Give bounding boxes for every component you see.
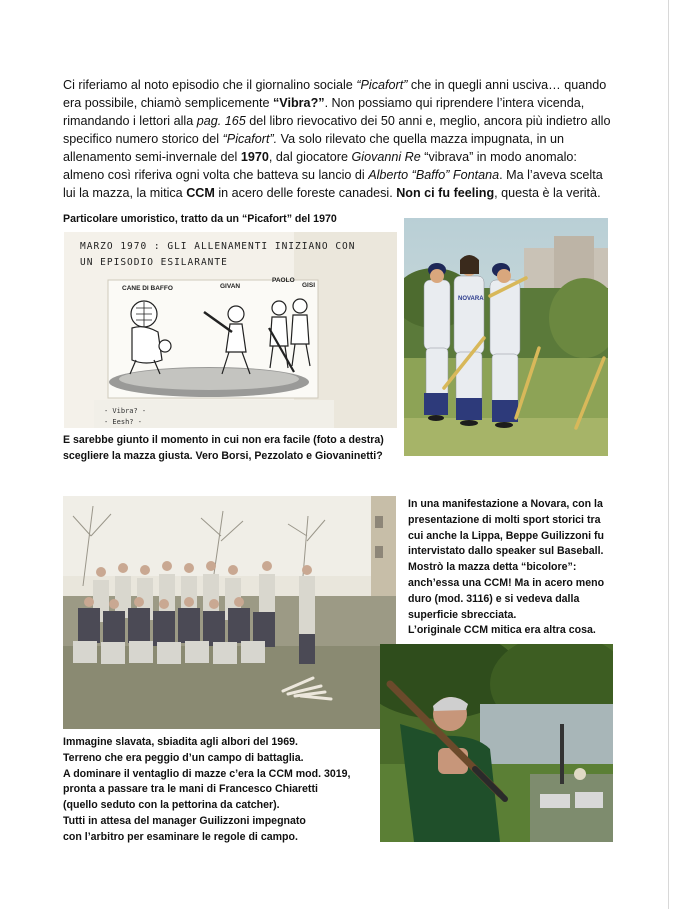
novara-caption-line: duro (mod. 3116) e si vedeva dalla <box>408 592 580 605</box>
intro-text: . Non possiamo qui riprendere l’intera vicenda, rimandando i lettori alla <box>63 96 585 128</box>
intro-emphasis: pag. 165 <box>196 114 246 128</box>
intro-text: del libro rievocativo dei 50 anni e, meglio, ancora più indietro allo specifico numero storico del <box>63 114 611 146</box>
team-caption-line: (quello seduto con la pettorina da catcher). <box>63 799 280 812</box>
intro-text: , questa è la verità. <box>494 186 601 200</box>
intro-text: , dal giocatore <box>268 150 352 164</box>
cartoon-name-2: GIVAN <box>220 283 241 290</box>
novara-caption-line: presentazione di molti sport storici tra <box>408 513 601 526</box>
intro-bold: CCM <box>186 186 215 200</box>
cartoon-name-3: PAOLO <box>272 277 295 284</box>
players-caption <box>63 433 403 465</box>
team-caption-line: A dominare il ventaglio di mazze c’era la CCM mod. 3019, <box>63 767 351 780</box>
intro-emphasis: Giovanni Re <box>351 150 421 164</box>
intro-text: che in quegli anni usciva… quando era possibile, chiamò semplicemente <box>63 78 607 110</box>
cartoon-title-line1: MARZO 1970 : GLI ALLENAMENTI INIZIANO CON <box>80 241 356 252</box>
cartoon-name-4: GISI <box>302 282 316 289</box>
novara-caption <box>408 497 618 639</box>
cartoon-clipping <box>64 232 397 428</box>
players-caption-line: E sarebbe giunto il momento in cui non era facile (foto a destra) <box>63 434 384 446</box>
page-edge <box>668 0 669 909</box>
team-caption-line: con l’arbitro per esaminare le regole di campo. <box>63 830 298 843</box>
novara-caption-line: In una manifestazione a Novara, con la <box>408 498 603 510</box>
players-caption-line: scegliere la mazza giusta. Vero Borsi, Pezzolato e Giovaninetti? <box>63 449 383 462</box>
intro-bold: “Vibra?” <box>273 96 325 110</box>
cartoon-dialog-2: - Eesh? - <box>104 418 142 426</box>
cartoon-caption: Particolare umoristico, tratto da un “Picafort” del 1970 <box>63 213 337 225</box>
intro-paragraph <box>63 76 611 202</box>
team-caption-line: Tutti in attesa del manager Guilizzoni impegnato <box>63 814 306 827</box>
bat-demo-photo <box>380 644 613 842</box>
intro-bold: 1970 <box>240 150 269 164</box>
intro-text: Va solo rilevato che quella mazza impugnata, in un allenamento semi-invernale del <box>63 132 564 164</box>
cartoon-dialog-1: - Vibra? - <box>104 407 147 415</box>
intro-text: Ci riferiamo al noto episodio che il giornalino sociale <box>63 78 357 92</box>
novara-caption-line: cui anche la Lippa, Beppe Guilizzoni fu <box>408 529 605 542</box>
team-caption-line: Terreno che era peggio d’un campo di battaglia. <box>63 751 304 764</box>
players-photo <box>404 218 608 456</box>
cartoon-title-line2: UN EPISODIO ESILARANTE <box>80 257 228 268</box>
jersey-text: NOVARA <box>458 296 484 302</box>
intro-text: “vibrava” in modo anomalo: almeno così riferiva ogni volta che batteva su lancio di <box>63 150 577 182</box>
team-caption-line: pronta a passare tra le mani di Francesco Chiaretti <box>63 783 318 796</box>
novara-caption-line: superficie sbrecciata. <box>408 608 517 621</box>
cartoon-illustration <box>64 232 397 428</box>
novara-caption-line: Mostrò la mazza detta “bicolore”: <box>408 561 577 574</box>
team-photo <box>63 496 396 729</box>
team-caption-line: Immagine slavata, sbiadita agli albori del 1969. <box>63 736 298 748</box>
cartoon-name-1: CANE DI BAFFO <box>122 285 173 292</box>
novara-caption-line: anch’essa una CCM! Ma in acero meno <box>408 576 605 589</box>
intro-text: in acero delle foreste canadesi. <box>214 186 397 200</box>
intro-emphasis: “Picafort” <box>356 78 408 92</box>
team-caption <box>63 735 383 846</box>
novara-caption-line: L’originale CCM mitica era altra cosa. <box>408 624 596 637</box>
intro-emphasis: “Picafort”. <box>222 132 278 146</box>
intro-text: . Ma l’aveva scelta lui la mazza, la mitica <box>63 168 603 200</box>
novara-caption-line: intervistato dallo speaker sul Baseball. <box>408 545 604 558</box>
intro-bold: Non ci fu feeling <box>396 186 495 200</box>
intro-emphasis: Alberto “Baffo” Fontana <box>368 168 500 182</box>
